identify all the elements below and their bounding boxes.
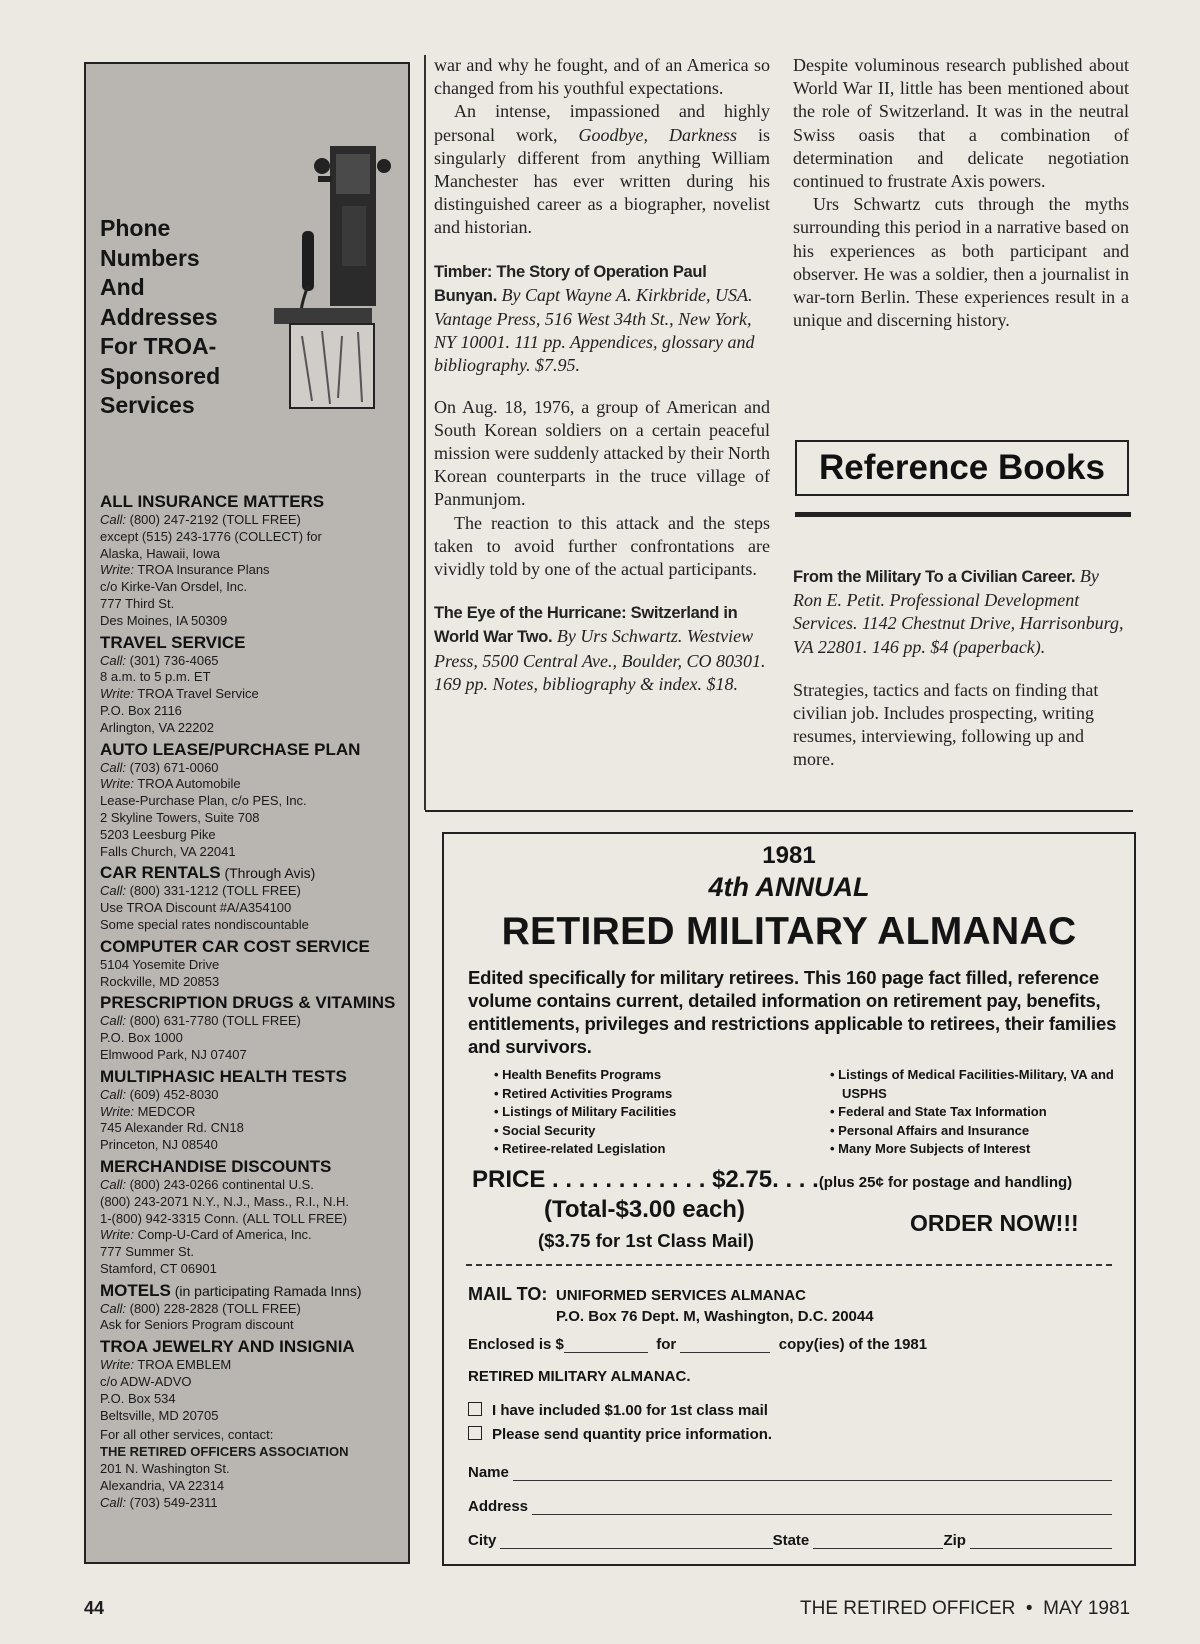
service-line: 5203 Leesburg Pike	[100, 826, 216, 842]
service-line: P.O. Box 2116	[100, 702, 182, 718]
service-line: Use TROA Discount #A/A354100	[100, 900, 292, 916]
service-line: Ask for Seniors Program discount	[100, 1317, 294, 1333]
address-field[interactable]: Address	[468, 1498, 1112, 1515]
service-line: Call: (301) 736-4065	[100, 652, 219, 668]
service-line: 8 a.m. to 5 p.m. ET	[100, 669, 211, 685]
right-para-2: Urs Schwartz cuts through the myths surrounding this period in a narrative based on his experiences as both participant and observer. He was a soldier, then a journalist in war-torn Berlin. These experiences result in a unique and discerning history.	[793, 194, 1129, 331]
sidebar-title-line: Addresses	[100, 303, 218, 330]
ad-annual: 4th ANNUAL	[708, 872, 870, 902]
copies-field[interactable]	[680, 1338, 770, 1353]
service-heading: TROA JEWELRY AND INSIGNIA	[100, 1337, 355, 1357]
service-line: 2 Skyline Towers, Suite 708	[100, 809, 260, 825]
ad-bullets-left	[494, 1066, 794, 1159]
service-line: Write: TROA Insurance Plans	[100, 562, 270, 578]
service-line: Elmwood Park, NJ 07407	[100, 1046, 247, 1062]
service-line: Call: (800) 631-7780 (TOLL FREE)	[100, 1013, 301, 1029]
first-class-checkbox-row[interactable]: I have included $1.00 for 1st class mail	[468, 1402, 768, 1419]
city-state-zip-field[interactable]: City State Zip	[468, 1532, 1112, 1549]
service-line: 5104 Yosemite Drive	[100, 956, 220, 972]
service-line: Call: (703) 671-0060	[100, 759, 219, 775]
ad-bullet: • Listings of Medical Facilities-Military, VA and	[830, 1067, 1114, 1082]
ad-bullet: • Social Security	[494, 1122, 596, 1138]
association-contact: For all other services, contact: THE RETIRED OFFICERS ASSOCIATION 201 N. Washington St. Alexandria, VA 22314 Call: (703) 549-2311	[100, 1427, 349, 1510]
publication-footer: THE RETIRED OFFICER • MAY 1981	[800, 1598, 1131, 1619]
service-heading: CAR RENTALS (Through Avis)	[100, 863, 316, 883]
checkbox[interactable]	[468, 1426, 482, 1440]
service-entries	[100, 492, 405, 1514]
service-entry	[100, 1281, 405, 1335]
service-heading: AUTO LEASE/PURCHASE PLAN	[100, 739, 361, 759]
service-entry	[100, 863, 405, 933]
service-line: Stamford, CT 06901	[100, 1260, 217, 1276]
service-line: 777 Summer St.	[100, 1244, 194, 1260]
reference-books-heading: Reference Books	[795, 440, 1129, 496]
ad-bullet: • Retiree-related Legislation	[494, 1141, 666, 1156]
service-line: c/o Kirke-Van Orsdel, Inc.	[100, 579, 248, 595]
middle-para-1: war and why he fought, and of an America so changed from his youthful expectations.	[434, 55, 770, 99]
sidebar-title-line: Services	[100, 392, 195, 418]
ad-bullet: • Personal Affairs and Insurance	[830, 1122, 1030, 1138]
cut-line	[466, 1264, 1112, 1266]
amount-field[interactable]	[564, 1338, 648, 1353]
service-line: 1-(800) 942-3315 Conn. (ALL TOLL FREE)	[100, 1210, 348, 1226]
service-line: Call: (800) 243-0266 continental U.S.	[100, 1176, 314, 1192]
service-line: Arlington, VA 22202	[100, 719, 214, 735]
service-line: 745 Alexander Rd. CN18	[100, 1120, 244, 1136]
service-line: Call: (800) 331-1212 (TOLL FREE)	[100, 883, 301, 899]
sidebar-title-line: Phone	[100, 215, 171, 241]
checkbox[interactable]	[468, 1402, 482, 1416]
ad-bullet: • Many More Subjects of Interest	[830, 1141, 1031, 1156]
sidebar-title-line: Sponsored	[100, 362, 221, 389]
service-line: (800) 243-2071 N.Y., N.J., Mass., R.I., N.H.	[100, 1193, 350, 1209]
service-entry	[100, 1067, 405, 1154]
service-line: c/o ADW-ADVO	[100, 1374, 192, 1390]
quantity-price-checkbox-row[interactable]: Please send quantity price information.	[468, 1426, 772, 1443]
right-column-lower	[793, 565, 1129, 772]
ad-bullet: • Health Benefits Programs	[494, 1067, 662, 1082]
order-now-heading: ORDER NOW!!!	[910, 1210, 1079, 1236]
sidebar-title	[100, 214, 250, 421]
service-line: Des Moines, IA 50309	[100, 612, 228, 628]
sidebar-title-line: For TROA-	[100, 333, 217, 359]
service-heading: MOTELS (in participating Ramada Inns)	[100, 1280, 362, 1300]
service-line: P.O. Box 534	[100, 1390, 176, 1406]
service-line: Princeton, NJ 08540	[100, 1137, 218, 1153]
service-entry	[100, 633, 405, 737]
service-line: Some special rates nondiscountable	[100, 916, 309, 932]
ad-description: Edited specifically for military retirees. This 160 page fact filled, reference volume contains current, detailed information on retirement pay, benefits, entitlements, privileges and restrictions applicable to retirees, their families and survivors.	[468, 967, 1117, 1057]
service-heading: ALL INSURANCE MATTERS	[100, 492, 325, 511]
ad-bullet: • Federal and State Tax Information	[830, 1104, 1047, 1119]
service-entry	[100, 1157, 405, 1278]
almanac-advertisement	[442, 832, 1136, 1566]
service-line: Rockville, MD 20853	[100, 973, 220, 989]
almanac-name-line: RETIRED MILITARY ALMANAC.	[468, 1368, 691, 1385]
middle-column	[434, 54, 770, 696]
right-para-3: Strategies, tactics and facts on finding that civilian job. Includes prospecting, writing resumes, interviewing, following up and more.	[793, 679, 1099, 770]
service-heading: MULTIPHASIC HEALTH TESTS	[100, 1066, 347, 1086]
service-line: Falls Church, VA 22041	[100, 843, 236, 859]
service-entry	[100, 740, 405, 861]
service-entry	[100, 993, 405, 1063]
right-para-1: Despite voluminous research published about World War II, little has been mentioned about the role of Switzerland. It was in the neutral Swiss oasis that a combination of determination and delicate negotiation continued to frustrate Axis powers.	[793, 55, 1129, 192]
service-line: except (515) 243-1776 (COLLECT) for	[100, 528, 322, 544]
service-line: Call: (800) 247-2192 (TOLL FREE)	[100, 512, 301, 527]
ad-year: 1981	[762, 842, 816, 869]
price-total: (Total-$3.00 each)	[544, 1196, 745, 1223]
name-field[interactable]: Name	[468, 1464, 1112, 1481]
ad-bullet: • Listings of Military Facilities	[494, 1104, 677, 1119]
right-column	[793, 54, 1129, 332]
book-review-timber: Timber: The Story of Operation Paul Bunyan. By Capt Wayne A. Kirkbride, USA. Vantage Press, 516 West 34th St., New York, NY 10001. 111 pp. Appendices, glossary and bibliography. $7.95.	[434, 262, 755, 376]
service-line: Call: (609) 452-8030	[100, 1086, 219, 1102]
service-line: P.O. Box 1000	[100, 1030, 183, 1046]
service-line: Write: Comp-U-Card of America, Inc.	[100, 1227, 312, 1243]
ad-bullet: • Retired Activities Programs	[494, 1085, 673, 1101]
book-review-career: From the Military To a Civilian Career. By Ron E. Petit. Professional Development Services. 1142 Chestnut Drive, Harrisonburg, VA 22801. 146 pp. $4 (paperback).	[793, 566, 1124, 657]
ad-title: RETIRED MILITARY ALMANAC	[501, 910, 1077, 953]
middle-para-2: An intense, impassioned and highly personal work, Goodbye, Darkness is singularly different from anything William Manchester has ever written during his distinguished career as a biographer, novelist and historian.	[434, 101, 770, 238]
first-class-price: ($3.75 for 1st Class Mail)	[538, 1230, 754, 1251]
enclosed-line: Enclosed is $ for copy(ies) of the 1981	[468, 1336, 928, 1353]
service-heading: COMPUTER CAR COST SERVICE	[100, 936, 370, 956]
service-line: Lease-Purchase Plan, c/o PES, Inc.	[100, 793, 307, 809]
service-line: 777 Third St.	[100, 595, 175, 611]
service-line: Write: MEDCOR	[100, 1103, 196, 1119]
service-heading: MERCHANDISE DISCOUNTS	[100, 1156, 332, 1176]
service-line: Write: TROA Travel Service	[100, 686, 259, 702]
service-heading: TRAVEL SERVICE	[100, 632, 246, 652]
service-entry	[100, 1337, 405, 1424]
middle-para-4: The reaction to this attack and the steps taken to avoid further confrontations are vividly told by one of the actual participants.	[434, 512, 770, 580]
book-review-hurricane: The Eye of the Hurricane: Switzerland in World War Two. By Urs Schwartz. Westview Press, 5500 Central Ave., Boulder, CO 80301. 169 pp. Notes, bibliography & index. $18.	[434, 604, 766, 694]
service-entry	[100, 492, 405, 630]
book-title: The Eye of the Hurricane: Switzerland in World War Two.	[434, 604, 738, 647]
section-rule	[795, 512, 1131, 517]
book-title: Timber: The Story of Operation Paul Bunyan.	[434, 262, 707, 305]
page-number: 44	[84, 1598, 105, 1618]
service-line: Write: TROA Automobile	[100, 776, 241, 792]
service-heading: PRESCRIPTION DRUGS & VITAMINS	[100, 993, 396, 1013]
mail-to-address: MAIL TO: UNIFORMED SERVICES ALMANAC P.O. Box 76 Dept. M, Washington, D.C. 20044	[468, 1284, 874, 1325]
service-entry	[100, 937, 405, 991]
sidebar-title-line: And	[100, 274, 145, 300]
services-sidebar	[84, 62, 410, 1564]
service-line: Write: TROA EMBLEM	[100, 1357, 232, 1373]
ad-bullet: USPHS	[842, 1085, 887, 1101]
service-line: Alaska, Hawaii, Iowa	[100, 545, 220, 561]
price-row: PRICE . . . . . . . . . . . . $2.75. . . .(plus 25¢ for postage and handling)	[472, 1166, 1073, 1193]
service-line: Call: (800) 228-2828 (TOLL FREE)	[100, 1300, 301, 1316]
sidebar-title-line: Numbers	[100, 244, 200, 271]
ad-bullets-right	[830, 1066, 1120, 1159]
horizontal-rule	[425, 810, 1133, 812]
wall-telephone-icon	[272, 136, 392, 416]
service-line: Beltsville, MD 20705	[100, 1407, 219, 1423]
middle-para-3: On Aug. 18, 1976, a group of American and South Korean soldiers on a certain peaceful mission were suddenly attacked by their North Korean counterparts in the truce village of Panmunjom.	[434, 396, 770, 510]
column-divider	[424, 55, 426, 810]
book-title: From the Military To a Civilian Career.	[793, 568, 1076, 586]
